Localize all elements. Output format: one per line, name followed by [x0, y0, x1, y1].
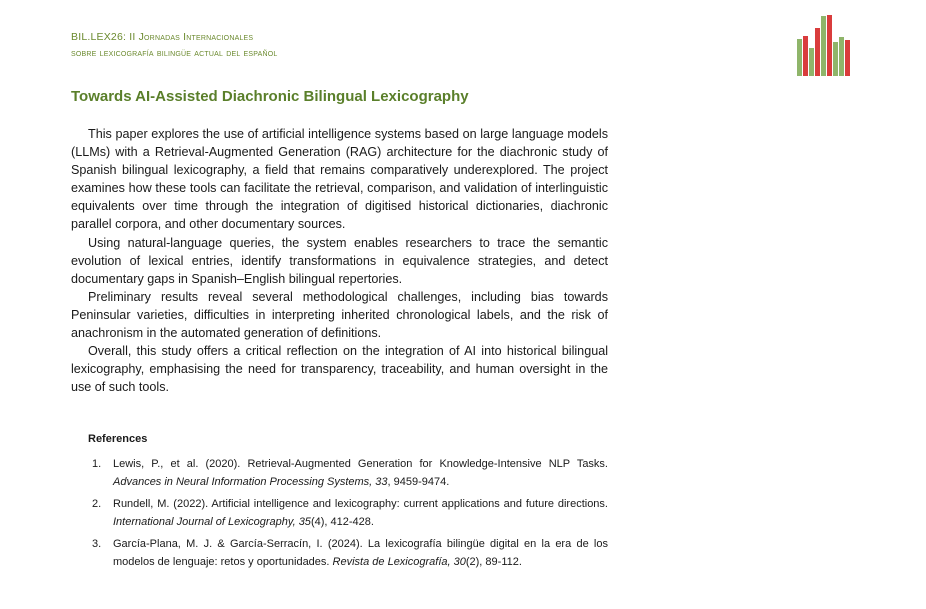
logo-bar	[827, 15, 832, 76]
logo-bar	[815, 28, 820, 76]
reference-text: García-Plana, M. J. & García-Serracín, I. (2024). La lexicografía bilingüe digital en la era de los modelos de lenguaje: retos y oportunidades.	[113, 538, 608, 568]
reference-source: International Journal of Lexicography, 35	[113, 516, 311, 528]
logo-bar	[845, 40, 850, 76]
logo-bar	[803, 36, 808, 76]
logo-bar	[797, 39, 802, 76]
logo-bar	[821, 16, 826, 76]
conference-header-line1: BIL.LEX26: II Jornadas Internacionales	[71, 31, 254, 43]
reference-number: 1.	[92, 458, 102, 470]
reference-pages: (2), 89-112.	[465, 556, 522, 568]
reference-source: Revista de Lexicografía, 30	[332, 556, 466, 568]
logo-bar	[833, 42, 838, 76]
bar-chart-logo-icon	[797, 15, 853, 76]
references-heading: References	[88, 433, 148, 445]
abstract-paragraph: Overall, this study offers a critical reflection on the integration of AI into historical bilingual lexicography, emphasising the need for transparency, traceability, and human oversight in the use of such tools.	[71, 344, 608, 395]
abstract-paragraph: Using natural-language queries, the system enables researchers to trace the semantic evolution of lexical entries, identify transformations in equivalence strategies, and detect documentary gaps in Spanish–English bilingual repertories.	[71, 235, 608, 286]
paper-title: Towards AI-Assisted Diachronic Bilingual Lexicography	[71, 88, 469, 105]
conference-header	[71, 29, 278, 61]
conference-header-line2: sobre lexicografía bilingüe actual del español	[71, 47, 278, 59]
reference-item	[88, 495, 608, 531]
reference-number: 3.	[92, 538, 102, 550]
reference-text: Rundell, M. (2022). Artificial intelligence and lexicography: current applications and future directions.	[113, 498, 608, 510]
reference-pages: , 9459-9474.	[387, 476, 450, 488]
reference-number: 2.	[92, 498, 102, 510]
references-list	[88, 455, 608, 575]
logo-bar	[809, 48, 814, 76]
reference-item	[88, 455, 608, 491]
abstract	[71, 125, 608, 396]
abstract-paragraph: This paper explores the use of artificial intelligence systems based on large language models (LLMs) with a Retrieval-Augmented Generation (RAG) architecture for the diachronic study of Spanish bilingual lexicography, a field that remains comparatively underexplored. The project examines how these tools can facilitate the retrieval, comparison, and validation of interlinguistic equivalents over time through the integration of digitised historical dictionaries, diachronic parallel corpora, and other documentary sources.	[71, 127, 608, 232]
reference-source: Advances in Neural Information Processing Systems, 33	[113, 476, 388, 488]
logo-bar	[839, 37, 844, 76]
abstract-paragraph: Preliminary results reveal several methodological challenges, including bias towards Peninsular varieties, difficulties in interpreting inherited chronological labels, and the risk of anachronism in the automated generation of definitions.	[71, 289, 608, 341]
reference-pages: (4), 412-428.	[310, 516, 374, 528]
reference-text: Lewis, P., et al. (2020). Retrieval-Augmented Generation for Knowledge-Intensive NLP Tasks.	[113, 458, 608, 470]
reference-item	[88, 535, 608, 571]
